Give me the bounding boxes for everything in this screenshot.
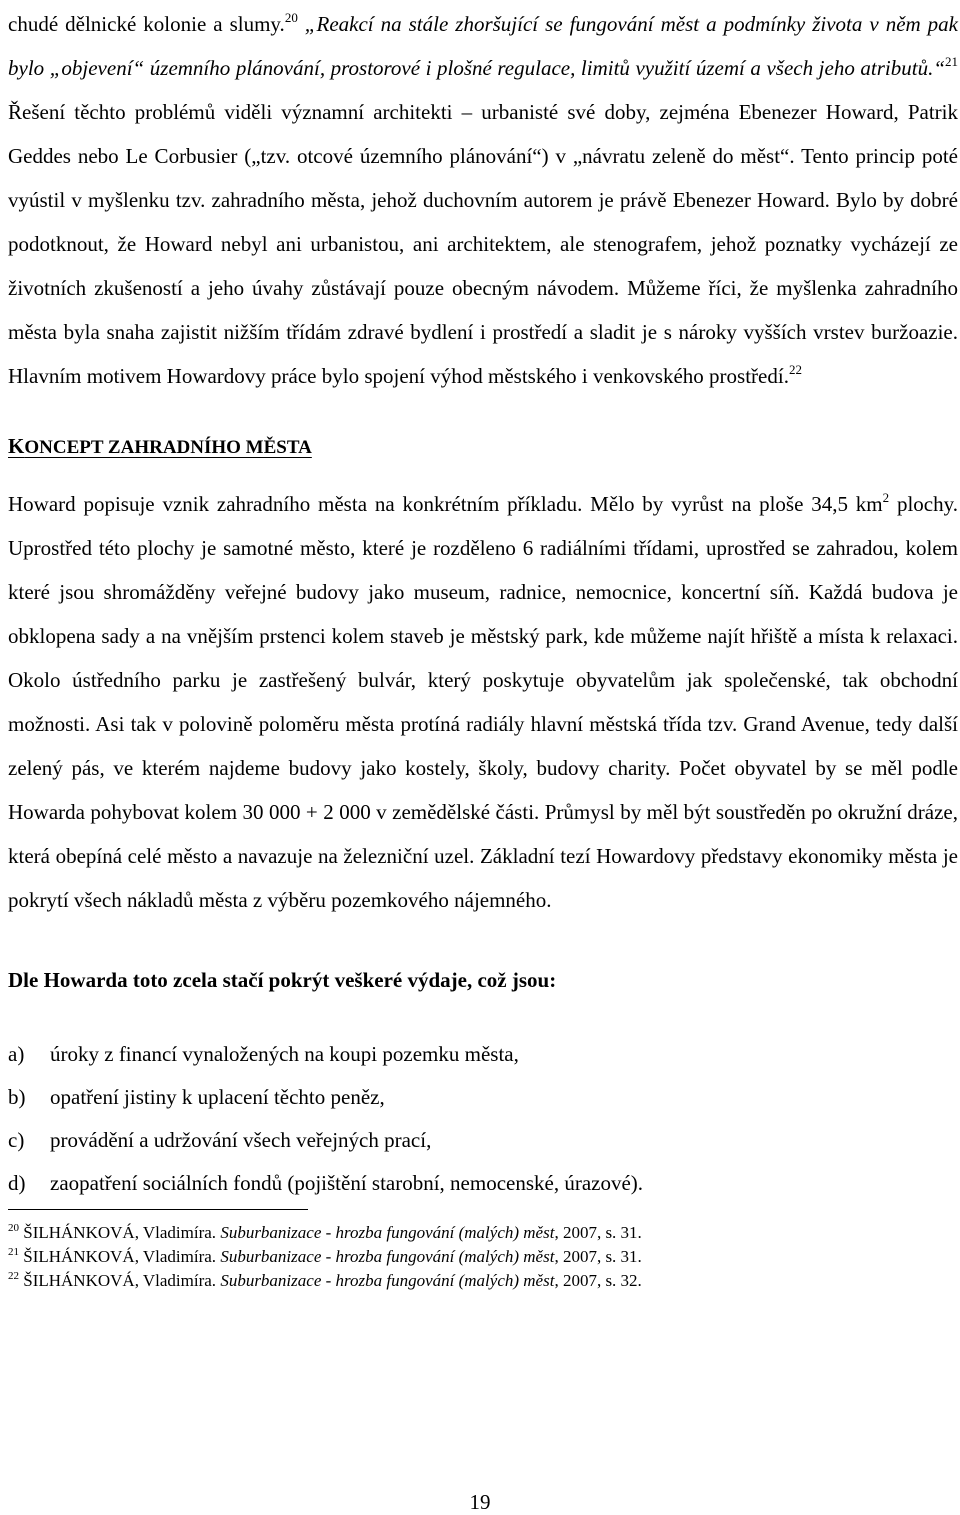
list-item [8,1033,958,1076]
footnote-number: 20 [8,1222,19,1234]
footnote-ref-22[interactable]: 22 [788,362,802,377]
list-text: opatření jistiny k uplacení těchto peněz, [50,1085,385,1109]
footnote-author: ŠILHÁNKOVÁ, Vladimíra. [19,1271,221,1290]
list-letter: d) [8,1171,26,1195]
paragraph-text: plochy. Uprostřed této plochy je samotné město, které je rozděleno 6 radiálními třídami, uprostřed se zahradou, kolem které jsou shromážděny veřejné budovy jako museum, radnice, nemocnice, koncertní síň. Každá budova je obklopena sady a na vnějším prstenci kolem staveb je městský park, kde můžeme najít hřiště a místa k relaxaci. Okolo ústředního parku je zastřešený bulvár, který poskytuje obyvatelům jak společenské, tak obchodní možnosti. Asi tak v polovině poloměru města protíná radiály hlavní městská třída tzv. Grand Avenue, tedy další zelený pás, ve kterém najdeme budovy jako kostely, školy, budovy charity. Počet obyvatel by se měl podle Howarda pohybovat kolem 30 000 + 2 000 v zemědělské části. Průmysl by měl být soustředěn po okružní dráze, která obepíná celé město a navazuje na železniční uzel. Základní tezí Howardovy představy ekonomiky města je pokrytí všech nákladů města z výběru pozemkového nájemného. [8,492,959,912]
quotation: „Reakcí na stále zhoršující se fungování měst a podmínky života v něm pak bylo „objevení“ územního plánování, prostorové i plošné regulace, limitů využití území a všech jeho atributů.“ [8,12,959,80]
section-heading [8,431,958,463]
list-letter: c) [8,1128,25,1152]
page-content [8,0,958,1293]
body-paragraph [8,0,958,398]
list-item [8,1162,958,1205]
footnote-title: Suburbanizace - hrozba fungování (malých) měst [220,1271,555,1290]
footnote-22 [8,1269,958,1293]
paragraph-text: Řešení těchto problémů viděli významní architekti – urbanisté své doby, zejména Ebenezer Howard, Patrik Geddes nebo Le Corbusier („tzv. otcové územního plánování“) v „návratu zeleně do měst“. Tento princip poté vyústil v myšlenku tzv. zahradního města, jehož duchovním autorem je právě Ebenezer Howard. Bylo by dobré podotknout, že Howard nebyl ani urbanistou, ani architektem, ale stenografem, jehož poznatky vycházejí ze životních zkušeností a jeho úvahy zůstávají pouze obecným návodem. Můžeme říci, že myšlenka zahradního města byla snaha zajistit nižším třídám zdravé bydlení i prostředí a sladit je s nároky vyšších vrstev buržoazie. Hlavním motivem Howardovy práce bylo spojení výhod městského i venkovského prostředí. [8,100,958,388]
list-text: úroky z financí vynaložených na koupi pozemku města, [50,1042,519,1066]
footnote-title: Suburbanizace - hrozba fungování (malých) měst [220,1223,555,1242]
footnote-number: 21 [8,1246,19,1258]
footnote-details: , 2007, s. 31. [554,1223,642,1242]
bold-statement: Dle Howarda toto zcela stačí pokrýt veškeré výdaje, což jsou: [8,968,557,992]
paragraph-text: Howard popisuje vznik zahradního města na konkrétním příkladu. Mělo by vyrůst na ploše 34,5 km [8,492,883,516]
footnote-ref-20[interactable]: 20 [284,10,298,25]
footnote-title: Suburbanizace - hrozba fungování (malých) měst [220,1247,555,1266]
footnote-details: , 2007, s. 31. [554,1247,642,1266]
list-item [8,1076,958,1119]
body-paragraph [8,482,958,922]
footnote-ref-21[interactable]: 21 [945,54,958,69]
footnote-author: ŠILHÁNKOVÁ, Vladimíra. [19,1247,221,1266]
list-letter: a) [8,1042,25,1066]
list-item [8,1119,958,1162]
heading-initial: K [8,434,25,458]
footnote-number: 22 [8,1270,19,1282]
footnote-20 [8,1221,958,1245]
page-number: 19 [469,1490,491,1514]
paragraph-text: chudé dělnické kolonie a slumy. [8,12,285,36]
footnote-21 [8,1245,958,1269]
heading-text: ONCEPT ZAHRADNÍHO MĚSTA [24,437,312,458]
footnote-separator [8,1209,308,1210]
list-text: zaopatření sociálních fondů (pojištění starobní, nemocenské, úrazové). [50,1171,644,1195]
list-text: provádění a udržování všech veřejných prací, [50,1128,432,1152]
expense-list [8,1033,958,1205]
footnote-details: , 2007, s. 32. [554,1271,642,1290]
footnote-author: ŠILHÁNKOVÁ, Vladimíra. [19,1223,221,1242]
footnotes [8,1221,958,1293]
list-letter: b) [8,1085,26,1109]
superscript: 2 [882,490,890,505]
